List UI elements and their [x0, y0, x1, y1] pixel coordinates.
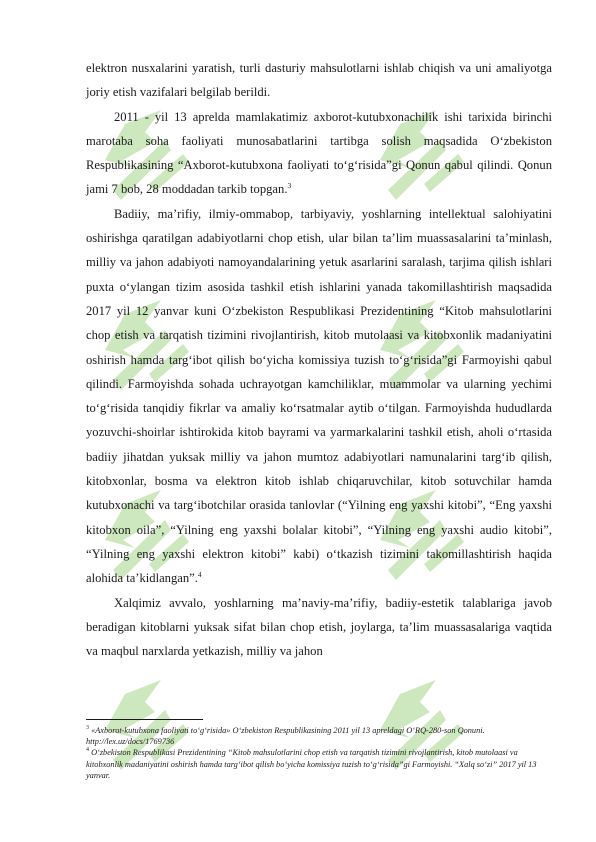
paragraph-4: Xalqimiz avvalo, yoshlarning ma’naviy-ma’rifiy, badiiy-estetik talablariga javob beradigan kitoblarni yuksak sifat bilan chop etish, joylarga, ta’lim muassasalariga vaqtida va maqbul narxlarda yetkazish, milliy va jahon [86, 595, 552, 659]
paragraph-2: 2011 - yil 13 aprelda mamlakatimiz axborot-kutubxonachilik ishi tarixida birinchi marotaba soha faoliyati munosabatlarini tartibga solish maqsadida O‘zbekiston Respublikasining “Axborot-kutubxona faoliyati to‘g‘risida”gi Qonun qabul qilindi. Qonun jami 7 bob, 28 moddadan tarkib topgan.$^3$ [86, 109, 552, 197]
footnote-ref-3[interactable]: 3 [287, 181, 292, 191]
footnote-4: $^4$ O‘zbekiston Respublikasi Prezidentining “Kitob mahsulotlarini chop etish va tarqatish tizimini rivojlantirish, kitob mutolaasi va kitobxonlik madaniyatini oshirish hamda targ‘ibot qilish bo‘yicha komissiya tuzish to‘g‘risida”gi Farmoyishi. “Xalq so‘zi” 2017 yil 13 yanvar. [86, 747, 537, 780]
paragraph-1: elektron nusxalarini yaratish, turli dasturiy mahsulotlarni ishlab chiqish va uni amaliyotga joriy etish vazifalari belgilab berildi. [86, 61, 552, 100]
paragraph-3: Badiiy, ma’rifiy, ilmiy-ommabop, tarbiyaviy, yoshlarning intellektual salohiyatini oshirishga qaratilgan adabiyotlarni chop etish, ular bilan ta’lim muassasalarini ta’minlash, milliy va jahon adabiyoti namoyandalarining yetuk asarlarini saralash, tarjima qilish ishlari puxta o‘ylangan tizim asosida tashkil etish ishlarini yanada takomillashtirish maqsadida 2017 yil 12 yanvar kuni O‘zbekiston Respublikasi Prezidentining “Kitob mahsulotlarini chop etish va tarqatish tizimini rivojlantirish, kitob mutolaasi va kitobxonlik madaniyatini oshirish hamda targ‘ibot qilish bo‘yicha komissiya tuzish to‘g‘risida”gi Farmoyishi qabul qilindi. Farmoyishda sohada uchrayotgan kamchiliklar, muammolar va ularning yechimi to‘g‘risida tanqidiy fikrlar va amaliy ko‘rsatmalar aytib o‘tilgan. Farmoyishda hududlarda yozuvchi-shoirlar ishtirokida kitob bayrami va yarmarkalarini tashkil etish, aholi o‘rtasida badiiy jihatdan yuksak milliy va jahon mumtoz adabiyotlari namunalarini targ‘ib qilish, kitobxonlar, bosma va elektron kitob ishlab chiqaruvchilar, kitob sotuvchilar hamda kutubxonachi va targ‘ibotchilar orasida tanlovlar (“Yilning eng yaxshi kitobi”, “Eng yaxshi kitobxon oila”, “Yilning eng yaxshi bolalar kitobi”, “Yilning eng yaxshi audio kitobi”, “Yilning eng yaxshi elektron kitobi” kabi) o‘tkazish tizimini takomillashtirish haqida alohida ta’kidlangan”.$^4$ [86, 206, 552, 586]
footnote-ref-4[interactable]: 4 [197, 570, 202, 580]
footnotes [86, 725, 552, 781]
document-body [86, 56, 552, 663]
footnote-separator [86, 719, 203, 720]
footnote-3: $^3$ «Axborot-kutubxona faoliyati to‘g‘risida» O‘zbekiston Respublikasining 2011 yil 13 apreldagi O‘RQ-280-son Qonuni. http://lex.uz/docs/1769736 [86, 725, 485, 747]
